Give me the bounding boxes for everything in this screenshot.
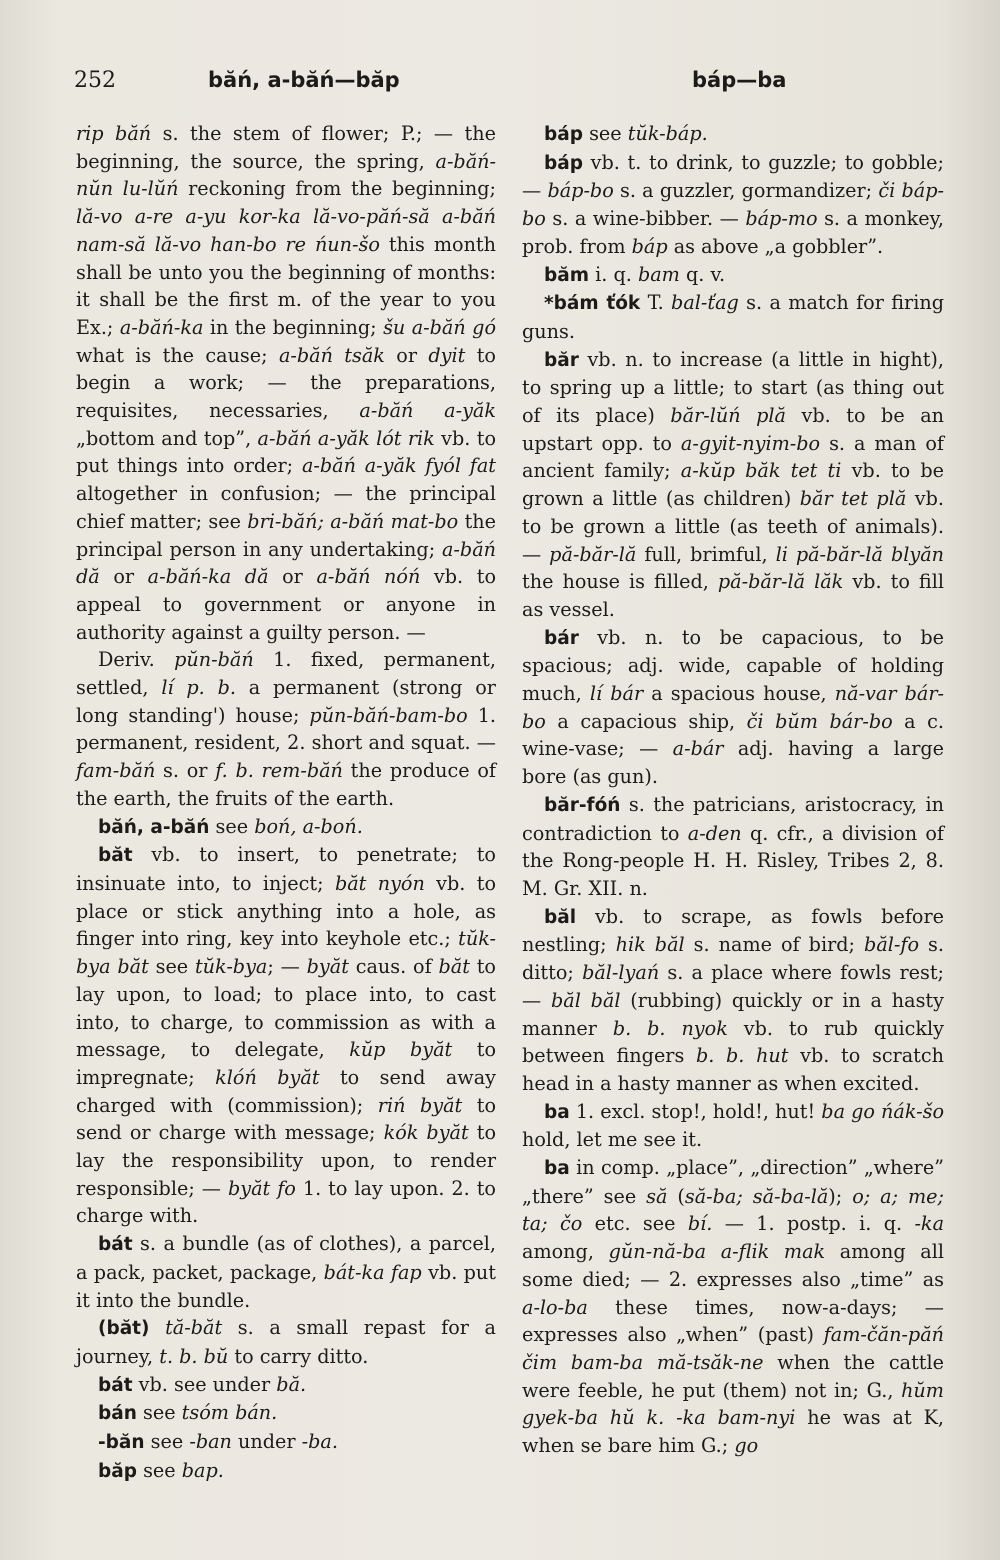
italic-term: boń, a-boń. [254,814,363,838]
definition-text: when the cattle were feeble, he put (them) not in; G., [522,1350,944,1402]
dictionary-entry [522,120,944,149]
italic-term: tsóm bán. [181,1401,278,1425]
italic-term: hik băl [615,933,685,957]
definition-text: he was at K, when se bare him G.; [522,1406,944,1458]
italic-term: a-băń a-yăk lót rik [257,426,435,450]
italic-term: riń byăt [377,1093,463,1117]
italic-term: pă-băr-lă lăk [717,570,844,594]
definition-text: among, [522,1240,609,1264]
definition-text: s. the stem of flower; P.; — the beginning, the source, the spring, [76,122,496,173]
italic-term: či báp-bo [522,179,944,231]
dictionary-entry [76,1371,496,1400]
guide-word-left: băń, a-băń—băp [208,68,400,92]
definition-text: 1. to lay upon. 2. to charge with. [76,1176,496,1228]
headword: băp [98,1460,137,1482]
definition-text: (rubbing) quickly or in a hasty manner [522,988,944,1040]
definition-text: a permanent (strong or long standing') house; [76,676,496,727]
definition-text: Deriv. [98,648,175,672]
italic-term: bri-băń; a-băń mat-bo [247,509,459,533]
headword: bár [544,627,579,649]
italic-term: fam-čăn-păń čim bam-ba mă-tsăk-ne [522,1323,944,1374]
italic-term: šu a-băń gó [383,315,496,339]
italic-term: lí bár [589,682,644,706]
definition-text: this month shall be unto you the beginning of months: it shall be the first m. of the year to you Ex.; [76,232,496,339]
italic-term: a-den [687,821,742,845]
dictionary-entry [522,1154,944,1460]
definition-text: vb. to insert, to penetrate; to insinuate into, to inject; [76,843,496,895]
definition-text: s. name of bird; [684,933,865,957]
definition-text: s. a wine-bibber. — [545,207,746,231]
guide-word-right: báp—ba [692,68,787,92]
italic-term: a-băń tsăk [278,343,385,367]
dictionary-entry [522,903,944,1098]
headword: báp [544,152,583,174]
definition-text: see [136,1401,182,1425]
italic-term: nă-var bár-bo [522,682,944,733]
definition-text: ( [667,1184,685,1208]
italic-term: pă-băr-lă [549,542,637,566]
definition-text: to send or charge with message; [76,1093,496,1145]
definition-text: 1. fixed, permanent, settled, [76,648,496,700]
dictionary-entry [76,1457,496,1486]
italic-term: băl-fo [864,933,920,957]
headword: băr [544,349,579,371]
dictionary-entry [522,791,944,903]
italic-term: tŭk-bya băt [76,927,496,979]
italic-term: băr tet plă [799,487,907,511]
dictionary-entry [522,289,944,345]
definition-text: a capacious ship, [545,709,747,733]
headword: bán [98,1403,137,1425]
definition-text: vb. see under [132,1372,277,1396]
definition-text: in comp. „place”, „direction” „where” „there” see [522,1156,944,1208]
italic-term: lă-vo a-re a-yu kor-ka lă-vo-păń-să a-băń nam-să lă-vo han-bo re ńun-šo [76,205,496,256]
definition-text: to impregnate; [76,1038,496,1089]
definition-text: these times, now-a-days; — expresses also „when” (past) [522,1295,944,1347]
italic-term: o; a; me; ta; čo [522,1184,944,1236]
italic-term: tŭk-bya [194,955,268,979]
definition-text: T. [640,291,672,315]
definition-text: i. q. [589,262,638,286]
dictionary-entry [76,813,496,842]
definition-text: q. cfr., a division of the Rong-people H. H. Risley, Tribes 2, 8. M. Gr. XII. n. [522,821,944,900]
definition-text: ); [828,1184,853,1208]
definition-text: vb. to be an upstart opp. to [522,404,945,455]
definition-text: to lay the responsibility upon, to render responsible; — [76,1121,496,1200]
definition-text: altogether in confusion; — the principal chief matter; see [76,482,496,533]
definition-text: vb. to be grown a little (as children) [522,459,945,511]
dictionary-entry [76,1399,496,1428]
definition-text: to begin a work; — the preparations, requisites, necessaries, [76,343,496,423]
italic-term: byăt [306,955,349,979]
headword: -băn [98,1432,145,1454]
italic-term: pŭn-băń-bam-bo [309,703,468,727]
italic-term: kók byăt [383,1121,469,1145]
left-column [76,120,496,1485]
definition-text: vb. to place or stick anything into a hole, as finger into ring, key into keyhole etc.; [76,871,497,951]
definition-text: ; — [267,955,307,979]
italic-term: bát-ka fap [323,1260,422,1284]
italic-term: bam [637,262,680,286]
headword: ba [544,1101,570,1123]
italic-term: a-băń-ka dă [147,565,269,589]
definition-text: a c. wine-vase; — [522,709,944,761]
definition-text: s. a match for firing guns. [522,291,944,343]
italic-term: băt [438,955,470,979]
definition-text: vb. to be grown a little (as teeth of animals). — [522,487,945,566]
italic-term: li pă-băr-lă blyăn [775,542,945,566]
italic-term: fam-băń [76,759,156,783]
headword: (băt) [98,1318,150,1340]
italic-term: să-ba; să-ba-lă [684,1184,829,1208]
italic-term: să [646,1184,668,1208]
italic-term: a-băń-nŭn lu-lŭń [76,149,496,201]
italic-term: băl băl [550,988,621,1012]
italic-term: bap. [181,1458,224,1482]
dictionary-entry [522,624,944,791]
italic-term: gŭn-nă-ba a-flik mak [608,1240,826,1264]
definition-text: s. the patricians, aristocracy, in contradiction to [522,792,944,845]
definition-text: vb. to scratch head in a hasty manner as when excited. [522,1044,944,1095]
italic-term: pŭn-băń [174,648,254,672]
definition-text: or [99,565,148,589]
definition-text: 1. excl. stop!, hold!, hut! [569,1099,822,1123]
definition-text: the principal person in any undertaking; [76,509,497,561]
italic-term: f. b. rem-băń [215,759,343,783]
italic-term: a-băń a-yăk [359,399,496,423]
italic-term: bí. [687,1212,713,1236]
italic-term: băl-lyań [582,961,660,985]
definition-text: to send away charged with (commission); [76,1065,497,1117]
definition-text: or [268,565,317,589]
italic-term: dyit [428,343,466,367]
definition-text: vb. n. to increase (a little in hight), to spring up a little; to start (as thing out of its place) [522,347,944,428]
headword: bát [98,1234,133,1256]
definition-text: s. a bundle (as of clothes), a parcel, a pack, packet, package, [76,1232,496,1284]
definition-text: q. v. [679,262,726,286]
definition-text: adj. having a large bore (as gun). [522,737,945,789]
dictionary-entry [522,346,944,624]
italic-term: a-băń nóń [316,565,421,589]
definition-text: „bottom and top”, [76,426,258,450]
definition-text: to lay upon, to load; to place into, to cast into, to charge, to commission as with a message, to delegate, [76,955,496,1062]
definition-text: the produce of the earth, the fruits of the earth. [76,759,496,810]
definition-text: s. a place where fowls rest; — [522,961,944,1012]
italic-term: b. b. nyok [612,1016,728,1040]
italic-term: byăt fo [227,1176,296,1200]
headword: *bám ťók [544,293,641,315]
definition-text: vb. to fill as vessel. [522,570,944,621]
definition-text: vb. put it into the bundle. [76,1260,496,1312]
definition-text: among all some died; — 2. expresses also „time” as [522,1240,944,1291]
page-number: 252 [74,68,116,93]
italic-term: lí p. b. [161,676,236,700]
definition-text: s. a guzzler, gormandizer; [613,179,879,203]
definition-text: the house is filled, [522,570,718,594]
italic-term: băr-lŭń plă [670,404,786,428]
dictionary-entry [522,149,944,261]
definition-text: vb. to put things into order; [76,426,496,478]
definition-text: vb. to scrape, as fowls before nestling; [522,904,944,957]
headword: băm [544,264,590,286]
definition-text: a spacious house, [643,682,835,706]
definition-text: vb. to rub quickly between fingers [522,1016,944,1068]
right-column [522,120,944,1460]
definition-text: as above „a gobbler”. [667,234,884,258]
headword: báp [544,124,583,145]
definition-text: vb. t. to drink, to guzzle; to gobble; — [522,150,944,203]
definition-text: s. a monkey, prob. from [522,207,944,258]
italic-term: tŭk-báp. [627,122,708,145]
italic-term: rip băń [76,122,152,145]
definition-text: s. ditto; [522,933,945,985]
definition-text: s. a small repast for a journey, [76,1316,496,1368]
definition-text: s. or [155,759,216,783]
headword: băl [544,906,577,928]
definition-text: see [209,814,255,838]
dictionary-entry [76,646,496,812]
italic-term: ba go ńák-šo [821,1099,945,1123]
italic-term: báp-bo [547,179,614,203]
definition-text: in the beginning; [203,315,384,339]
italic-term: či bŭm bár-bo [746,709,893,733]
headword: ba [544,1158,570,1180]
definition-text: what is the cause; [76,343,279,367]
dictionary-entry [76,1314,496,1370]
italic-term: a-băń-ka [119,315,204,339]
headword: bát [98,1374,133,1396]
definition-text: hold, let me see it. [522,1128,703,1152]
italic-term: bal-ťag [671,291,739,315]
definition-text: etc. see [582,1212,688,1236]
italic-term: báp [631,234,668,258]
definition-text: to carry ditto. [228,1344,369,1368]
italic-term: a-gyit-nyim-bo [680,431,821,455]
definition-text: reckoning from the beginning; [178,177,496,201]
italic-term: -ban [189,1430,232,1454]
italic-term: hŭm gyek-ba hŭ k. -ka bam-nyi [522,1378,944,1430]
definition-text: s. a man of ancient family; [522,431,944,483]
definition-text: — 1. postp. i. q. [712,1212,915,1236]
italic-term: a-lo-ba [522,1295,588,1319]
definition-text: caus. of [348,955,439,979]
italic-term: báp-mo [745,207,818,231]
definition-text: see [582,122,628,145]
italic-term: a-băń dă [76,537,496,589]
italic-term: tă-băt [165,1316,223,1340]
definition-text: under [231,1430,302,1454]
definition-text: vb. to appeal to government or anyone in authority against a guilty person. — [76,565,496,644]
italic-term: a-bár [672,737,724,761]
italic-term: klóń byăt [215,1065,320,1089]
definition-text: 1. permanent, resident, 2. short and squat. — [76,703,497,755]
definition-text: see [148,955,195,979]
dictionary-entry [76,1230,496,1314]
italic-term: băt nyón [334,871,425,895]
italic-term: a-kŭp băk tet ti [680,459,842,483]
definition-text: see [136,1458,182,1482]
dictionary-entry [522,261,944,290]
italic-term: b. b. hut [695,1044,789,1068]
running-header [74,68,926,102]
dictionary-entry [76,841,496,1230]
headword: băń, a-băń [98,816,210,838]
italic-term: kŭp byăt [349,1038,453,1062]
italic-term: t. b. bŭ [159,1344,229,1368]
headword: băt [98,845,133,867]
headword: băr-fóń [544,794,621,816]
definition-text: see [144,1430,190,1454]
dictionary-entry [76,120,496,646]
definition-text: full, brimful, [636,542,776,566]
dictionary-entry [522,1098,944,1154]
italic-term: bă. [276,1372,307,1396]
italic-term: -ba. [301,1430,338,1454]
italic-term: go [734,1434,759,1458]
dictionary-entry [76,1428,496,1457]
italic-term: a-băń a-yăk fyól fat [301,454,496,478]
definition-text [149,1316,165,1339]
definition-text: vb. n. to be capacious, to be spacious; adj. wide, capable of holding much, [522,625,944,706]
italic-term: -ka [914,1212,945,1236]
definition-text: or [384,343,429,367]
